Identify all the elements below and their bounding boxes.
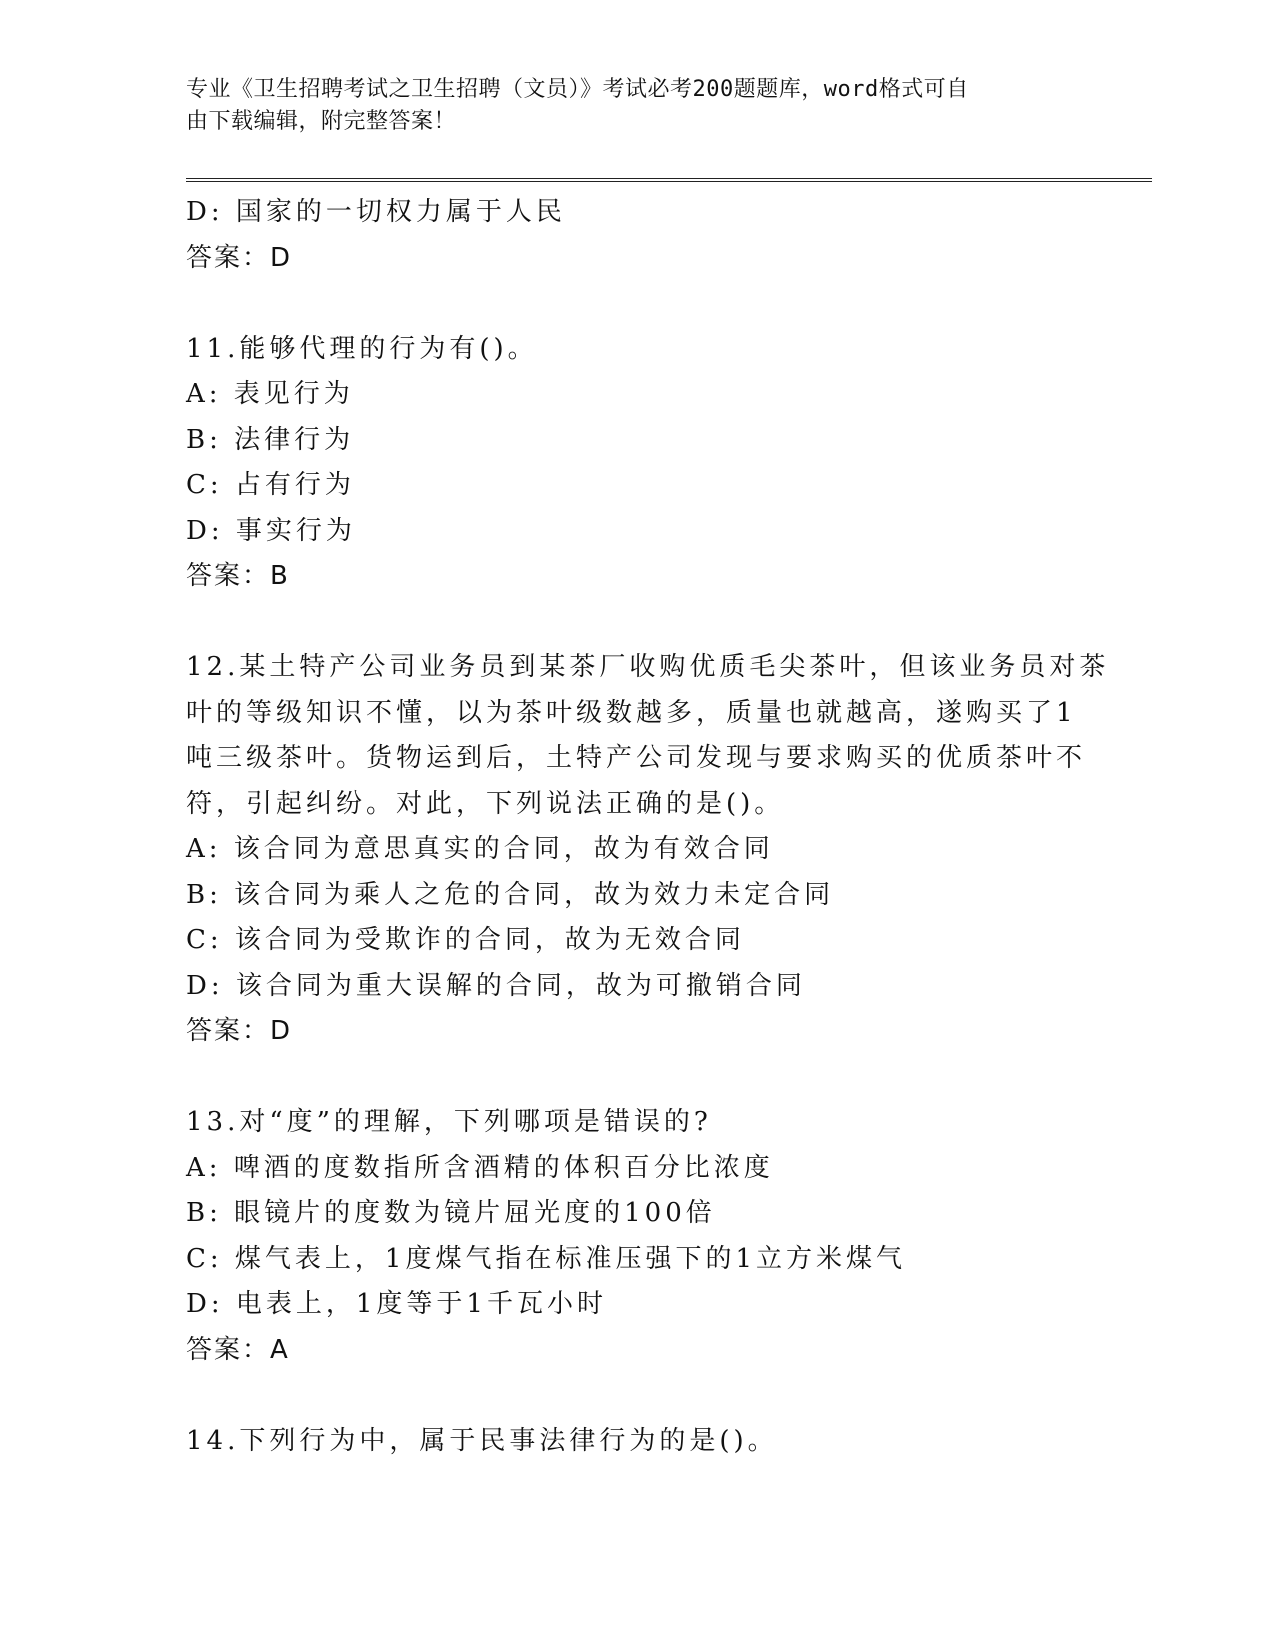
question-12 <box>186 645 1110 1055</box>
option-b: B: 该合同为乘人之危的合同，故为效力未定合同 <box>186 879 835 910</box>
page-header <box>186 74 1086 138</box>
option-d: D: 国家的一切权力属于人民 <box>186 197 566 227</box>
answer: 答案：A <box>186 1334 290 1365</box>
header-line-2: 由下载编辑，附完整答案！ <box>186 109 457 134</box>
option-c: C: 该合同为受欺诈的合同，故为无效合同 <box>186 925 745 955</box>
question-14 <box>186 1419 1086 1465</box>
answer: 答案：B <box>186 561 290 591</box>
question-stem: 13.对“度”的理解，下列哪项是错误的? <box>186 1107 712 1137</box>
question-stem-line-2: 叶的等级知识不懂，以为茶叶级数越多，质量也就越高，遂购买了1 <box>186 697 1077 728</box>
spacer <box>186 600 1086 646</box>
question-stem: 14.下列行为中，属于民事法律行为的是()。 <box>186 1425 778 1456</box>
question-stem: 11.能够代理的行为有()。 <box>186 333 538 364</box>
option-a: A: 啤酒的度数指所含酒精的体积百分比浓度 <box>186 1152 774 1183</box>
question-list <box>186 190 1110 1464</box>
option-a: A: 表见行为 <box>186 379 354 409</box>
question-stem-line-1: 12.某土特产公司业务员到某茶厂收购优质毛尖茶叶，但该业务员对茶 <box>186 652 1110 682</box>
header-divider <box>186 178 1152 182</box>
question-stem-line-4: 符，引起纠纷。对此，下列说法正确的是()。 <box>186 788 785 819</box>
option-c: C: 占有行为 <box>186 470 355 500</box>
option-d: D: 事实行为 <box>186 515 356 546</box>
option-b: B: 法律行为 <box>186 424 355 455</box>
option-d: D: 电表上，1度等于1千瓦小时 <box>186 1289 607 1319</box>
option-b: B: 眼镜片的度数为镜片屈光度的100倍 <box>186 1198 716 1228</box>
question-13 <box>186 1100 1086 1373</box>
spacer <box>186 1373 1086 1419</box>
question-stem-line-3: 吨三级茶叶。货物运到后，土特产公司发现与要求购买的优质茶叶不 <box>186 743 1087 773</box>
option-d: D: 该合同为重大误解的合同，故为可撤销合同 <box>186 970 806 1001</box>
header-line-1: 专业《卫生招聘考试之卫生招聘（文员）》考试必考200题题库，word格式可自 <box>186 77 969 102</box>
spacer <box>186 1055 1086 1101</box>
question-11 <box>186 327 1086 600</box>
option-c: C: 煤气表上，1度煤气指在标准压强下的1立方米煤气 <box>186 1243 907 1274</box>
question-10 <box>186 190 1086 281</box>
answer: 答案：D <box>186 1016 293 1046</box>
option-a: A: 该合同为意思真实的合同，故为有效合同 <box>186 834 774 864</box>
spacer <box>186 281 1086 327</box>
answer: 答案：D <box>186 242 293 273</box>
